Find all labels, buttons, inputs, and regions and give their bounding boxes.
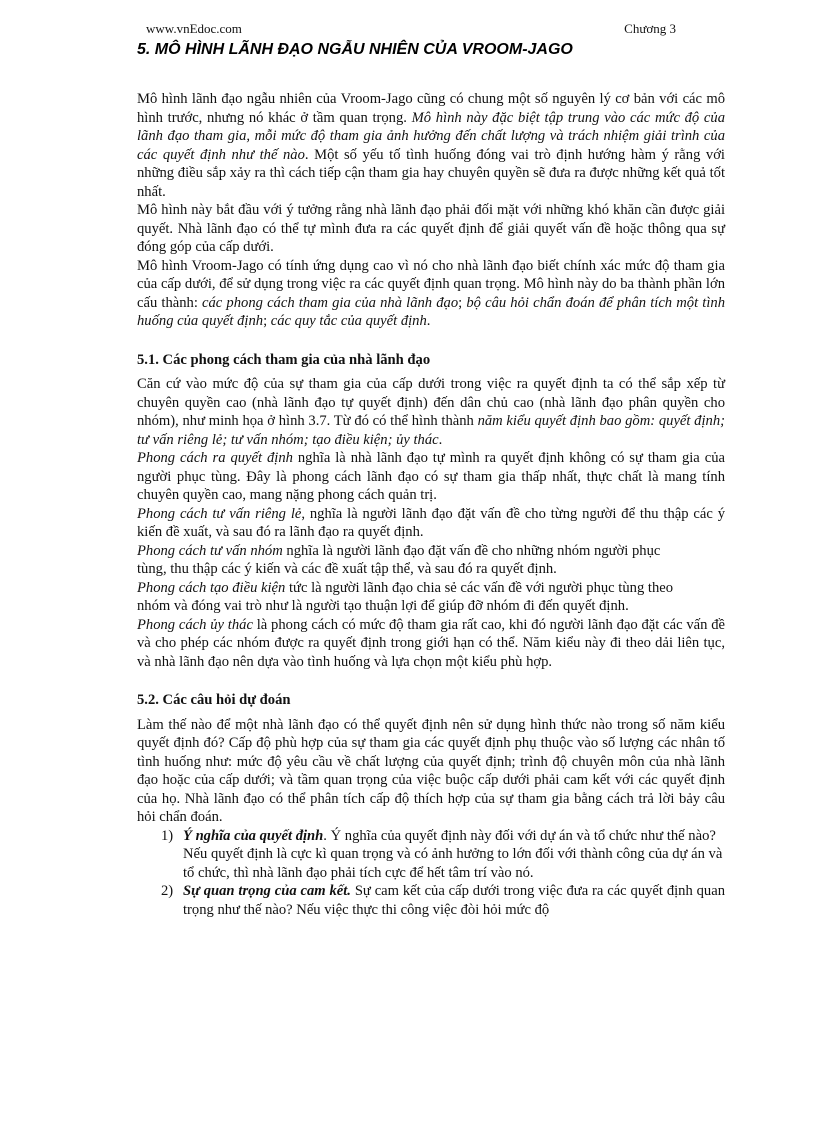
question-number: 1): [161, 827, 174, 844]
s1-p1-emphasis: năm kiểu quyết định bao gồm: quyết định; tư vấn riêng lẻ; tư vấn nhóm; tạo điều kiện; ủy thác: [137, 413, 725, 448]
section-1-heading: 5.1. Các phong cách tham gia của nhà lãnh đạo: [137, 351, 431, 368]
s1-p6-term: Phong cách ủy thác: [137, 616, 253, 633]
intro-paragraph-1: [137, 90, 725, 201]
question-item-2: [137, 882, 725, 919]
section-1-paragraph-4: [137, 542, 725, 579]
s1-p4-text: nghĩa là người lãnh đạo đặt vấn đề cho những nhóm người phục tùng, thu thập các ý kiến và các đề xuất tập thể, và sau đó ra quyết định.: [137, 542, 661, 577]
section-1-paragraph-1: [137, 375, 725, 449]
section-title: 5. MÔ HÌNH LÃNH ĐẠO NGẪU NHIÊN CỦA VROOM-JAGO: [137, 41, 573, 58]
question-heading: Sự quan trọng của cam kết.: [183, 883, 351, 899]
s1-p2-text: nghĩa là nhà lãnh đạo tự mình ra quyết định không có sự tham gia của người phục tùng. Đây là phong cách lãnh đạo có sự tham gia thấp nhất, thực chất là mang tính chuyên quyền cao, mang nặng phong cách quản trị.: [137, 450, 725, 503]
s1-p1-text: Căn cứ vào mức độ của sự tham gia của cấp dưới trong việc ra quyết định ta có thể sắp xếp từ chuyên quyền cao (nhà lãnh đạo tự quyết định) đến dân chủ cao (nhà lãnh đạo phân quyền cho nhóm), như minh họa ở hình 3.7. Từ đó có thể hình thành: [137, 376, 725, 429]
intro-paragraph-2: Mô hình này bắt đầu với ý tưởng rằng nhà lãnh đạo phải đối mặt với những khó khăn cần được giải quyết. Nhà lãnh đạo có thể tự mình đưa ra các quyết định để giải quyết vấn đề hoặc thông qua sự đóng góp của cấp dưới.: [137, 202, 725, 255]
question-heading: Ý nghĩa của quyết định: [183, 827, 324, 844]
s1-p6-text: là phong cách có mức độ tham gia rất cao, khi đó người lãnh đạo đặt các vấn đề và cho phép các nhóm được ra quyết định trong giới hạn có thể. Năm kiểu này đi theo dải liên tục, và nhà lãnh đạo nên dựa vào tình huống và lựa chọn một kiểu phù hợp.: [137, 616, 725, 670]
intro-p1-tail: . Một số yếu tố tình huống đóng vai trò định hướng hàm ý rằng với những điều sắp xảy ra thì cách tiếp cận tham gia hay chuyên quyền sẽ đưa ra được những kết quả tốt nhất.: [137, 146, 725, 200]
intro-p3-end: .: [426, 313, 431, 329]
document-body: [137, 90, 725, 919]
section-2-heading: 5.2. Các câu hỏi dự đoán: [137, 692, 291, 708]
section-2-paragraph-1: Làm thế nào để một nhà lãnh đạo có thể quyết định nên sử dụng hình thức nào trong số năm kiểu quyết định đó? Cấp độ phù hợp của sự tham gia các quyết định phụ thuộc vào số lượng các nhân tố tình huống như: mức độ yêu cầu về chất lượng của quyết định; trình độ chuyên môn của nhà lãnh đạo hoặc của cấp dưới; và tầm quan trọng của việc buộc cấp dưới phải cam kết với các quyết định của họ. Nhà lãnh đạo có thể phân tích cấp độ thích hợp của sự tham gia bằng cách trả lời bảy câu hỏi chẩn đoán.: [137, 716, 725, 825]
s1-p3-term: Phong cách tư vấn riêng lẻ: [137, 505, 302, 522]
intro-p1-emphasis: Mô hình này đặc biệt tập trung vào các mức độ của lãnh đạo tham gia, mỗi mức độ tham gia ảnh hưởng đến chất lượng và trách nhiệm giải trình của các quyết định như thế nào: [137, 109, 725, 163]
question-text: . Ý nghĩa của quyết định này đối với dự án và tổ chức như thế nào? Nếu quyết định là cực kì quan trọng và có ảnh hưởng to lớn đối với thành công của dự án và tổ chức, thì nhà lãnh đạo phải tích cực để hết tâm trí vào nó.: [183, 827, 723, 881]
s1-p1-end: .: [438, 431, 443, 448]
intro-p1-text: Mô hình lãnh đạo ngẫu nhiên của Vroom-Jago cũng có chung một số nguyên lý cơ bản với các mô hình trước, nhưng nó khác ở tầm quan trọng.: [137, 91, 725, 126]
section-1-paragraph-2: [137, 449, 725, 505]
intro-p3-sep-1: ;: [458, 294, 467, 311]
s1-p5-text: tức là người lãnh đạo chia sẻ các vấn đề với người phục tùng theo nhóm và đóng vai trò như là người tạo thuận lợi để giúp đỡ nhóm đi đến quyết định.: [137, 579, 674, 614]
intro-p3-component-2: bộ câu hỏi chẩn đoán để phân tích một tình huống của quyết định: [137, 294, 725, 329]
section-1-paragraph-6: [137, 616, 725, 672]
intro-p3-sep-2: ;: [263, 313, 271, 329]
intro-paragraph-3: [137, 257, 725, 331]
intro-p3-text: Mô hình Vroom-Jago có tính ứng dụng cao vì nó cho nhà lãnh đạo biết chính xác mức độ tham gia của cấp dưới, để sử dụng trong việc ra các quyết định quan trọng. Mô hình này do ba thành phần lớn cấu thành:: [137, 257, 725, 311]
question-item-1: [137, 827, 725, 883]
section-1-paragraph-5: [137, 579, 725, 616]
intro-p3-component-1: các phong cách tham gia của nhà lãnh đạo: [202, 294, 459, 311]
s1-p4-term: Phong cách tư vấn nhóm: [137, 542, 283, 559]
question-text: Sự cam kết của cấp dưới trong việc đưa ra các quyết định quan trọng như thế nào? Nếu việc thực thi công việc đòi hỏi mức độ: [183, 883, 725, 918]
question-number: 2): [161, 883, 174, 899]
s1-p2-term: Phong cách ra quyết định: [137, 450, 293, 466]
s1-p3-text: , nghĩa là người lãnh đạo đặt vấn đề cho từng người để thu thập các ý kiến đề xuất, và sau đó ra lãnh đạo ra quyết định.: [137, 505, 725, 540]
section-1-paragraph-3: [137, 505, 725, 542]
header-website: www.vnEdoc.com: [146, 21, 242, 36]
s1-p5-term: Phong cách tạo điều kiện: [137, 579, 286, 596]
diagnostic-question-list: [137, 827, 725, 920]
header-chapter: Chương 3: [624, 21, 676, 36]
intro-p3-component-3: các quy tắc của quyết định: [270, 313, 427, 329]
